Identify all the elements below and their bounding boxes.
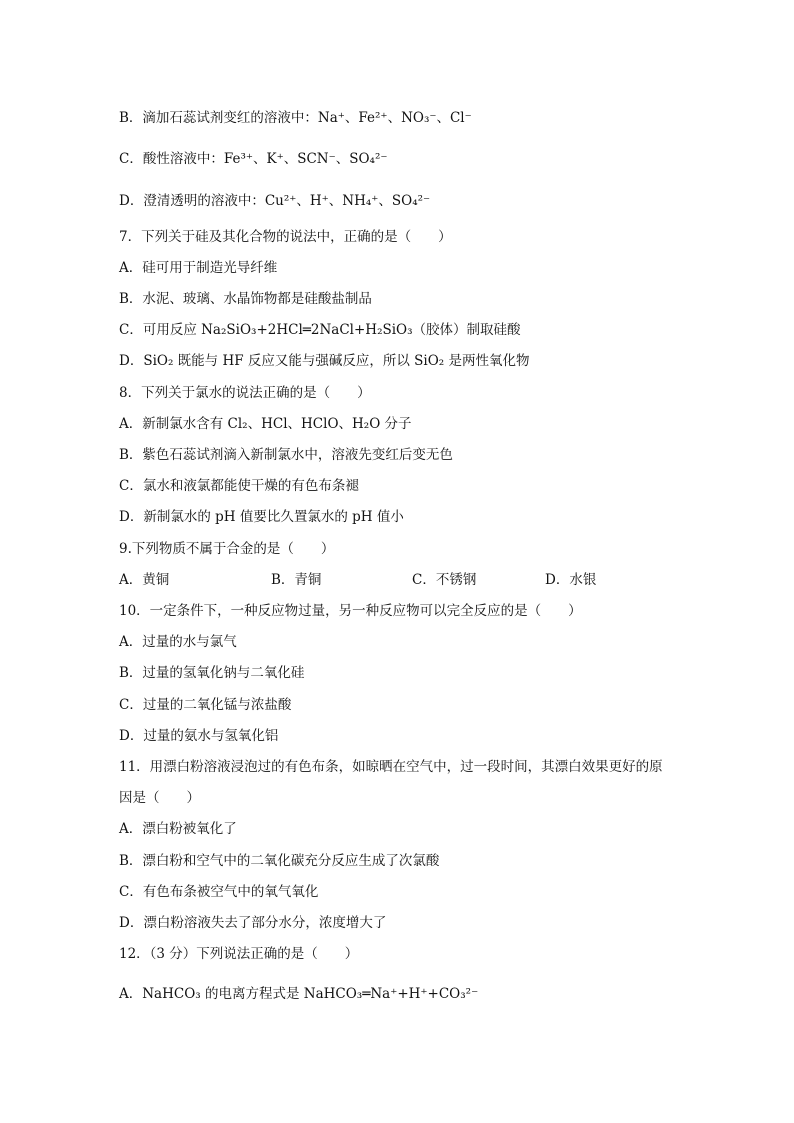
q7-option-c: C．可用反应 Na₂SiO₃+2HCl═2NaCl+H₂SiO₃（胶体）制取硅酸	[119, 322, 521, 338]
q10-option-d: D．过量的氨水与氢氧化铝	[119, 728, 279, 744]
q9-option-a: A．黄铜	[119, 572, 170, 588]
q8-option-d: D．新制氯水的 pH 值要比久置氯水的 pH 值小	[119, 509, 404, 525]
q9-stem: 9.下列物质不属于合金的是（ ）	[119, 541, 335, 557]
q7-option-b: B．水泥、玻璃、水晶饰物都是硅酸盐制品	[119, 291, 372, 307]
q7-stem: 7．下列关于硅及其化合物的说法中，正确的是（ ）	[119, 229, 452, 245]
q6-option-d: D．澄清透明的溶液中：Cu²⁺、H⁺、NH₄⁺、SO₄²⁻	[119, 193, 431, 209]
q8-option-b: B．紫色石蕊试剂滴入新制氯水中，溶液先变红后变无色	[119, 447, 453, 463]
q10-option-b: B．过量的氢氧化钠与二氧化硅	[119, 665, 305, 681]
q8-stem: 8．下列关于氯水的说法正确的是（ ）	[119, 385, 371, 401]
q8-option-c: C．氯水和液氯都能使干燥的有色布条褪	[119, 478, 359, 494]
q7-option-a: A．硅可用于制造光导纤维	[119, 260, 278, 276]
q8-option-a: A．新制氯水含有 Cl₂、HCl、HClO、H₂O 分子	[119, 416, 412, 432]
q9-option-b: B．青铜	[271, 572, 322, 588]
q11-stem-line1: 11．用漂白粉溶液浸泡过的有色布条，如晾晒在空气中，过一段时间，其漂白效果更好的原	[119, 759, 663, 775]
q11-option-b: B．漂白粉和空气中的二氧化碳充分反应生成了次氯酸	[119, 853, 440, 869]
q12-option-a: A．NaHCO₃ 的电离方程式是 NaHCO₃═Na⁺+H⁺+CO₃²⁻	[119, 986, 479, 1002]
q6-option-b: B．滴加石蕊试剂变红的溶液中：Na⁺、Fe²⁺、NO₃⁻、Cl⁻	[119, 110, 472, 126]
q9-option-d: D．水银	[545, 572, 597, 588]
q9-option-c: C．不锈钢	[412, 572, 477, 588]
q10-stem: 10．一定条件下，一种反应物过量，另一种反应物可以完全反应的是（ ）	[119, 603, 582, 619]
q10-option-c: C．过量的二氧化锰与浓盐酸	[119, 697, 292, 713]
q11-option-a: A．漂白粉被氧化了	[119, 821, 237, 837]
q10-option-a: A．过量的水与氯气	[119, 634, 237, 650]
q7-option-d: D．SiO₂ 既能与 HF 反应又能与强碱反应，所以 SiO₂ 是两性氧化物	[119, 353, 530, 369]
q12-stem: 12．（3 分）下列说法正确的是（ ）	[119, 946, 359, 962]
q11-option-c: C．有色布条被空气中的氧气氧化	[119, 884, 319, 900]
q6-option-c: C．酸性溶液中：Fe³⁺、K⁺、SCN⁻、SO₄²⁻	[119, 151, 388, 167]
q11-stem-line2: 因是（ ）	[119, 790, 200, 806]
q11-option-d: D．漂白粉溶液失去了部分水分，浓度增大了	[119, 915, 387, 931]
q9-options-row	[119, 571, 679, 589]
